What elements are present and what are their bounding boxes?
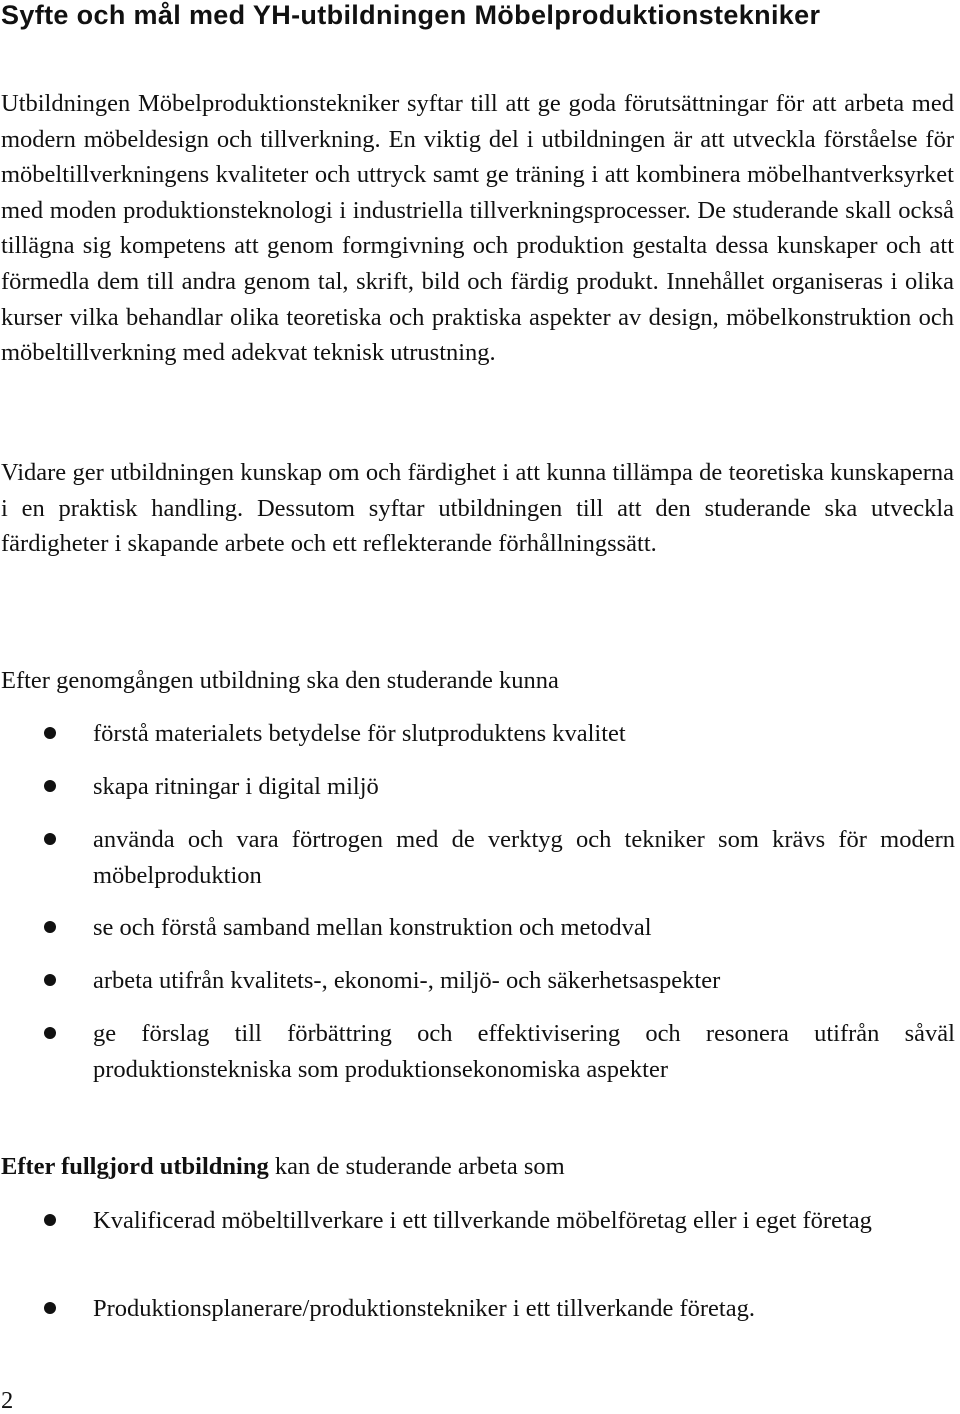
- list-item: se och förstå samband mellan konstruktion och metodval: [93, 914, 652, 941]
- list-item: använda och vara förtrogen med de verktyg och tekniker som krävs för modern möbelproduktion: [93, 826, 955, 889]
- outcomes-lead: Efter genomgången utbildning ska den studerande kunna: [1, 667, 559, 694]
- careers-lead: [1, 1152, 565, 1182]
- bullet-icon: [44, 833, 56, 845]
- list-item: förstå materialets betydelse för slutproduktens kvalitet: [93, 720, 626, 747]
- careers-lead-rest: kan de studerande arbeta som: [268, 1153, 565, 1180]
- bullet-icon: [44, 1027, 56, 1039]
- second-paragraph: Vidare ger utbildningen kunskap om och färdighet i att kunna tillämpa de teoretiska kunskaperna i en praktisk handling. Dessutom syftar utbildningen till att den studerande ska utveckla färdigheter i skapande arbete och ett reflekterande förhållningssätt.: [1, 459, 954, 558]
- list-item: ge förslag till förbättring och effektivisering och resonera utifrån såväl produktionstekniska som produktionsekonomiska aspekter: [93, 1020, 955, 1083]
- bullet-icon: [44, 1214, 56, 1226]
- list-item: Kvalificerad möbeltillverkare i ett tillverkande möbelföretag eller i eget företag: [93, 1207, 872, 1234]
- bullet-icon: [44, 921, 56, 933]
- bullet-icon: [44, 1302, 56, 1314]
- bullet-icon: [44, 727, 56, 739]
- bullet-icon: [44, 974, 56, 986]
- bullet-icon: [44, 780, 56, 792]
- page-number: 2: [1, 1387, 14, 1414]
- list-item: arbeta utifrån kvalitets-, ekonomi-, miljö- och säkerhetsaspekter: [93, 967, 721, 994]
- page-title: Syfte och mål med YH-utbildningen Möbelproduktionstekniker: [1, 0, 821, 30]
- list-item: skapa ritningar i digital miljö: [93, 773, 379, 800]
- list-item: Produktionsplanerare/produktionstekniker i ett tillverkande företag.: [93, 1295, 755, 1322]
- intro-paragraph: Utbildningen Möbelproduktionstekniker syftar till att ge goda förutsättningar för att arbeta med modern möbeldesign och tillverkning. En viktig del i utbildningen är att utveckla förståelse för möbeltillverkningens kvaliteter och uttryck samt ge träning i att kombinera möbelhantverksyrket med moden produktionsteknologi i industriella tillverkningsprocesser. De studerande skall också tillägna sig kompetens att genom formgivning och produktion gestalta dessa kunskaper och att förmedla dem till andra genom tal, skrift, bild och färdig produkt. Innehållet organiseras i olika kurser vilka behandlar olika teoretiska och praktiska aspekter av design, möbelkonstruktion och möbeltillverkning med adekvat teknisk utrustning.: [1, 90, 954, 367]
- careers-lead-bold: Efter fullgjord utbildning: [1, 1153, 269, 1180]
